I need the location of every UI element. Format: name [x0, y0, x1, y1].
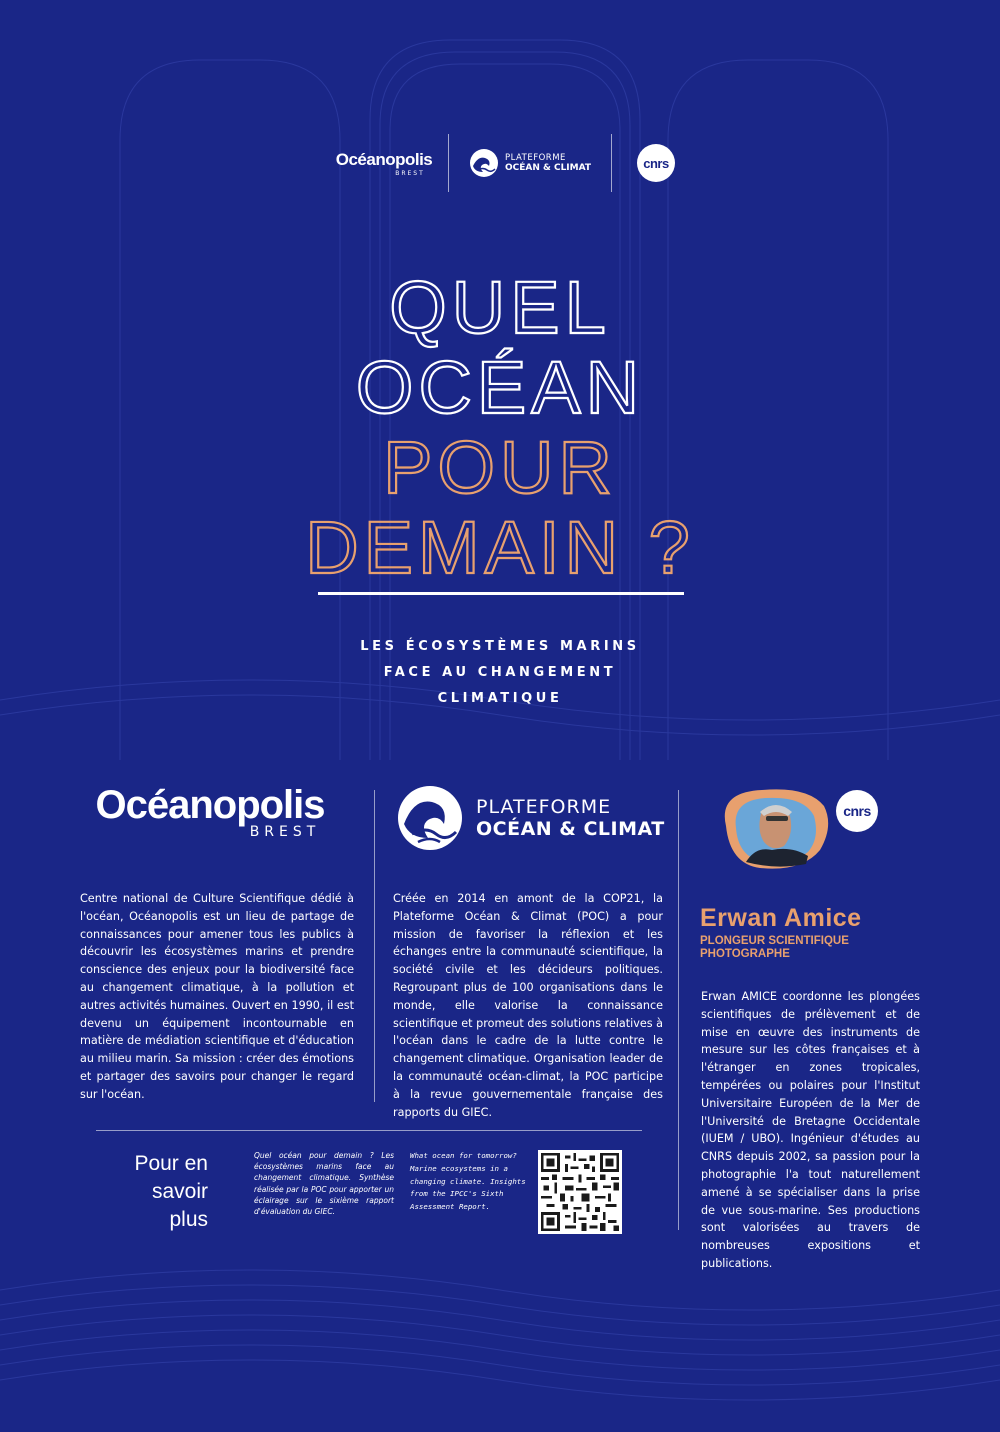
poc-logo-small [449, 148, 611, 178]
poc-large-line2: OCÉAN & CLIMAT [476, 818, 665, 840]
person-name: Erwan Amice [700, 904, 862, 932]
column-divider [678, 790, 679, 1230]
poc-logo-line2: OCÉAN & CLIMAT [504, 163, 592, 173]
oceanopolis-logo-name: Océanopolis [335, 149, 433, 169]
subtitle-line-1: LES ÉCOSYSTÈMES MARINS [360, 639, 640, 654]
footer-french-text: Quel océan pour demain ? Les écosystèmes marins face au changement climatique. Synthèse réalisée par la POC pour apporter un éclairage sur le sixième rapport d'évaluation du GIEC. [254, 1151, 394, 1217]
more-info-heading [100, 1150, 208, 1234]
more-info-line1: Pour en [134, 1152, 208, 1175]
poc-logo-large [396, 784, 665, 852]
wave-icon [469, 148, 499, 178]
poster-subtitle [330, 634, 670, 712]
wave-icon [396, 784, 464, 852]
poc-large-line1: PLATEFORME [476, 796, 612, 818]
title-line-3: POUR [383, 426, 617, 509]
more-info-line3: plus [169, 1208, 208, 1231]
subtitle-line-2: FACE AU CHANGEMENT [383, 665, 617, 680]
cnrs-logo-label: cnrs [637, 144, 675, 182]
column-divider [374, 790, 375, 1102]
more-info-line2: savoir [151, 1180, 208, 1203]
portrait-photo [716, 786, 832, 870]
subtitle-line-3: CLIMATIQUE [437, 691, 563, 706]
poc-description: Créée en 2014 en amont de la COP21, la Plateforme Océan & Climat (POC) a pour mission de favoriser la réflexion et les échanges entre la communauté scientifique, la société civile et les décideurs politiques. Regroupant plus de 100 organisations dans le monde, elle valorise la connaissance scientifique et promeut des solutions relatives à l'océan dans le cadre de la lutte contre le changement climatique. Organisation leader de la communauté océan-climat, la POC participe à la revue gouvernementale française des rapports du GIEC. [393, 892, 663, 1119]
footer-divider [96, 1130, 642, 1131]
oceanopolis-large-name: Océanopolis [95, 783, 325, 827]
person-role [700, 935, 849, 961]
poc-logo-line1: PLATEFORME [504, 153, 566, 163]
poster-title [280, 268, 720, 588]
oceanopolis-logo-small [320, 150, 448, 177]
cnrs-logo-large: cnrs [836, 790, 878, 832]
title-line-2: OCÉAN [355, 346, 645, 429]
person-bio: Erwan AMICE coordonne les plongées scientifiques de prélèvement et de mise en œuvre des instruments de mesure sur les côtes françaises et à l'étranger en zones tropicales, tempérées ou polaires pour l'Institut Universitaire Européen de la Mer de l'Université de Bretagne Occidentale (IUEM / UBO). Ingénieur d'études au CNRS depuis 2002, sa passion pour la photographie l'a tout naturellement amené à se spécialiser dans la prise de vue sous-marine. Ses productions sont valorisées au travers de nombreuses expositions et publications. [701, 990, 920, 1270]
title-line-1: QUEL [389, 266, 611, 349]
title-divider [318, 592, 684, 595]
cnrs-logo-small [612, 144, 700, 182]
oceanopolis-logo-large [80, 783, 340, 840]
person-role-line1: PLONGEUR SCIENTIFIQUE [700, 935, 849, 947]
oceanopolis-large-sub: BREST [249, 824, 321, 840]
qr-code-icon[interactable] [538, 1150, 622, 1234]
footer-english-text: What ocean for tomorrow? Marine ecosystems in a changing climate. Insights from the IPCC's Sixth Assessment Report. [410, 1151, 526, 1212]
oceanopolis-logo-sub: BREST [395, 169, 425, 177]
title-line-4: DEMAIN ? [305, 506, 695, 589]
person-role-line2: PHOTOGRAPHE [700, 948, 790, 960]
oceanopolis-description: Centre national de Culture Scientifique dédié à l'océan, Océanopolis est un lieu de partage de connaissances pour amener tous les publics à découvrir les écosystèmes marins et prendre conscience des enjeux pour la biodiversité face au changement climatique, à la pollution et autres activités humaines. Ouvert en 1990, il est devenu un équipement incontournable en matière de médiation scientifique et d'éducation au milieu marin. Sa mission : créer des émotions et partager des savoirs pour changer le regard sur l'océan. [80, 892, 354, 1101]
top-logo-row [320, 132, 700, 194]
